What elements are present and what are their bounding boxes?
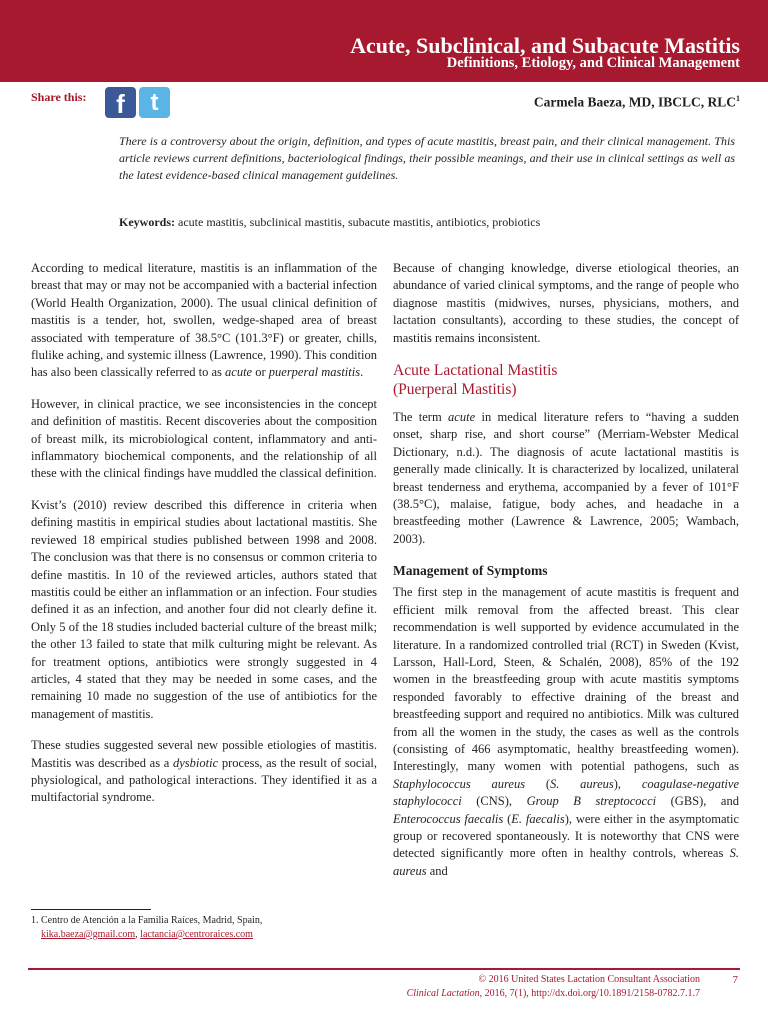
footnote-affiliation: 1. Centro de Atención a la Familia Raíces, Madrid, Spain, xyxy=(31,915,263,926)
paragraph: Because of changing knowledge, diverse etiological theories, an abundance of varied clinical symptoms, and the range of people who diagnose mastitis (midwives, nurses, physicians, mothers, and lactation consultants), according to these studies, the concept of mastitis remains inconsistent. xyxy=(393,261,739,345)
paragraph: The term acute in medical literature refers to “having a sudden onset, sharp rise, and short course” (Merriam-Webster Medical Dictionary, n.d.). The diagnosis of acute lactational mastitis is generally made clinically. It is characterized by localized, unilateral breast tenderness and erythema, accompanied by a fever of 101°F (38.5°C), malaise, fatigue, body aches, and headache in a breastfeeding mother (Lawrence & Lawrence, 2005; Wambach, 2003). xyxy=(393,410,739,546)
share-label: Share this: xyxy=(31,90,87,104)
keywords-label: Keywords: xyxy=(119,215,175,229)
citation xyxy=(407,988,700,999)
facebook-icon[interactable]: f xyxy=(105,87,136,118)
header-banner xyxy=(0,0,768,82)
author-byline xyxy=(534,94,740,111)
article-subtitle: Definitions, Etiology, and Clinical Management xyxy=(446,55,740,71)
subsection-heading: Management of Symptoms xyxy=(393,563,548,579)
footer-rule xyxy=(28,968,740,970)
author-affiliation-marker: 1 xyxy=(736,94,740,103)
email-link-2[interactable]: lactancia@centroraices.com xyxy=(140,929,253,940)
author-name: Carmela Baeza, MD, IBCLC, RLC xyxy=(533,94,736,110)
abstract: There is a controversy about the origin, definition, and types of acute mastitis, breast pain, and their clinical management. This article reviews current definitions, bacteriological findings, their possible meanings, and their use in clinical settings as well as the latest evidence-based clinical management guidelines. xyxy=(119,134,735,182)
paragraph: These studies suggested several new possible etiologies of mastitis. Mastitis was described as a dysbiotic process, as the result of social, physiological, and pathological interactions. They identified it as a multifactorial syndrome. xyxy=(31,738,378,805)
paragraph: Kvist’s (2010) review described this difference in criteria when defining mastitis in empirical studies about lactational mastitis. She reviewed 18 empirical studies published between 1998 and 2008. The conclusion was that there is no consensus or common criteria to define mastitis. In 10 of the reviewed articles, authors stated that mastitis could be either an inflammation or an infection. Four studies defined it as an infection, and another four did not clearly define it. Only 5 of the 18 studies included bacterial culture of the breast milk; the other 13 failed to state that milk culturing might be relevant. As for treatment options, antibiotics were strongly suggested in 4 articles, 4 stated that they may be needed in some cases, and the remaining 10 made no suggestion of the use of antibiotics for the management of mastitis. xyxy=(31,497,377,721)
article-title: Acute, Subclinical, and Subacute Mastitis xyxy=(350,33,740,58)
email-link-1[interactable]: kika.baeza@gmail.com xyxy=(41,929,136,940)
right-column xyxy=(393,260,739,886)
footnote: 1. Centro de Atención a la Familia Raíces, Madrid, Spain, kika.baeza@gmail.com, lactancia@centroraices.com xyxy=(31,915,263,940)
twitter-icon[interactable]: t xyxy=(139,87,170,118)
keywords-text: acute mastitis, subclinical mastitis, subacute mastitis, antibiotics, probiotics xyxy=(178,215,541,229)
paragraph: The first step in the management of acute mastitis is frequent and efficient milk removal from the affected breast. This clear recommendation is well supported by evidence accumulated in the literature. In a randomized controlled trial (RCT) in Sweden (Kvist, Larsson, Hall-Lord, Steen, & Schalén, 2008), 85% of the 192 women in the breastfeeding group with acute mastitis symptoms responded favorably to effective draining of the breast and breastfeeding support and required no antibiotics. Milk was cultured from all the women in the study, the cases as well as the controls (consisting of 466 asymptomatic, healthy breastfeeding women). Interestingly, many women with potential pathogens, such as Staphylococcus aureus (S. aureus), coagulase-negative staphylococci (CNS), Group B streptococci (GBS), and Enterococcus faecalis (E. faecalis), were either in the asymptomatic group or recovered spontaneously. It is noteworthy that CNS were detected significantly more often in healthy controls, whereas S. aureus and xyxy=(393,585,740,878)
footnote-rule xyxy=(31,909,151,910)
paragraph: However, in clinical practice, we see inconsistencies in the concept and definition of mastitis. Recent discoveries about the composition of breast milk, its microbiological content, inflammatory and anti-inflammatory biochemical components, and the relationship of all these with the clinical findings have muddled the classical definition. xyxy=(31,396,377,481)
journal-name: Clinical Lactation xyxy=(406,988,480,999)
left-column xyxy=(31,260,377,821)
paragraph: According to medical literature, mastitis is an inflammation of the breast that may or may not be accompanied with a bacterial infection (World Health Organization, 2000). The usual clinical definition of mastitis is a tender, hot, swollen, wedge-shaped area of breast associated with temperature of 38.5°C (101.3°F) or greater, chills, flulike aching, and systemic illness (Lawrence, 1990). This condition has also been classically referred to as acute or puerperal mastitis. xyxy=(31,261,377,380)
citation-doi: , 2016, 7(1), http://dx.doi.org/10.1891/2158-0782.7.1.7 xyxy=(479,988,700,999)
section-heading: Acute Lactational Mastitis (Puerperal Mastitis) xyxy=(393,362,558,399)
keywords xyxy=(119,214,735,231)
page-number: 7 xyxy=(732,974,738,986)
copyright: © 2016 United States Lactation Consultant Association xyxy=(478,974,700,985)
